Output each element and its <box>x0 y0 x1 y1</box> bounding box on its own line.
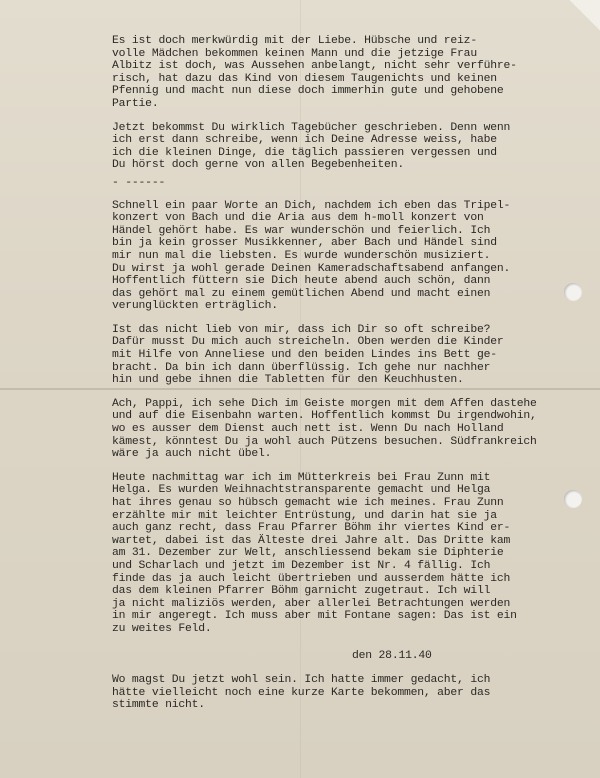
text-line: und Scharlach und jetzt im Dezember ist Nr. 4 fällig. Ich <box>112 559 491 572</box>
text-line: kämest, könntest Du ja wohl auch Pützens besuchen. Südfrankreich <box>112 435 537 448</box>
text-line: ja nicht maliziös werden, aber allerlei Betrachtungen werden <box>112 597 511 610</box>
text-line: Ist das nicht lieb von mir, dass ich Dir so oft schreibe? <box>112 323 491 336</box>
text-line: ich die kleinen Dinge, die täglich passieren vergessen und <box>112 146 497 159</box>
text-line: wo es ausser dem Dienst auch nett ist. Wenn Du nach Holland <box>112 423 504 436</box>
paragraph-music <box>112 200 590 313</box>
text-line: finde das ja auch leicht übertrieben und ausserdem hätte ich <box>112 572 511 585</box>
letter-date: den 28.11.40 <box>352 649 432 662</box>
text-line: erzählte mir mit leichter Entrüstung, und darin hat sie ja <box>112 509 497 522</box>
paragraph-writing <box>112 324 590 387</box>
paragraph-closing <box>112 674 590 712</box>
text-line: am 31. Dezember zur Welt, anschliessend bekam sie Diphterie <box>112 547 504 560</box>
text-line: risch, hat dazu das Kind von diesem Taugenichts und keinen <box>112 72 497 85</box>
paragraph-diaries <box>112 122 590 172</box>
text-line: wartet, dabei ist das Älteste drei Jahre alt. Das Dritte kam <box>112 534 511 547</box>
text-line: Du hörst doch gerne von allen Begebenheiten. <box>112 159 404 172</box>
text-line: hätte vielleicht noch eine kurze Karte bekommen, aber das <box>112 686 491 699</box>
text-line: wäre ja auch nicht übel. <box>112 448 272 461</box>
text-line: Händel gehört habe. Es war wunderschön und feierlich. Ich <box>112 224 491 237</box>
text-line: bin ja kein grosser Musikkenner, aber Bach und Händel sind <box>112 237 497 250</box>
paper-corner-tear <box>540 0 600 40</box>
text-line: auch ganz recht, dass Frau Pfarrer Böhm ihr viertes Kind er- <box>112 522 511 535</box>
text-line: Hoffentlich füttern sie Dich heute abend auch schön, dann <box>112 275 491 288</box>
text-line: konzert von Bach und die Aria aus dem h-moll konzert von <box>112 212 484 225</box>
text-line: hat ihres genau so hübsch gemacht wie ich meines. Frau Zunn <box>112 497 504 509</box>
text-line: Schnell ein paar Worte an Dich, nachdem ich eben das Tripel- <box>112 199 511 212</box>
text-line: mit Hilfe von Anneliese und den beiden Lindes ins Bett ge- <box>112 349 497 362</box>
text-line: zu weites Feld. <box>112 622 212 635</box>
separator-line: - ------ <box>112 176 166 189</box>
text-line: Es ist doch merkwürdig mit der Liebe. Hübsche und reiz- <box>112 35 477 47</box>
text-line: mir nun mal die liebsten. Es wurde wunderschön musiziert. <box>112 249 491 262</box>
paragraph-muetterkreis <box>112 472 590 636</box>
text-line: und auf die Eisenbahn warten. Hoffentlich kommst Du irgendwohin, <box>112 410 537 423</box>
text-line: Dafür musst Du mich auch streicheln. Oben werden die Kinder <box>112 336 504 349</box>
text-line: stimmte nicht. <box>112 699 205 712</box>
text-line: hin und gebe ihnen die Tabletten für den Keuchhusten. <box>112 374 464 387</box>
text-line: Ach, Pappi, ich sehe Dich im Geiste morgen mit dem Affen dastehe <box>112 397 537 410</box>
text-line: Du wirst ja wohl gerade Deinen Kameradschaftsabend anfangen. <box>112 262 511 275</box>
paragraph-pappi <box>112 398 590 461</box>
text-line: Partie. <box>112 97 159 110</box>
letter-body <box>112 35 590 723</box>
text-line: bracht. Da bin ich dann überflüssig. Ich gehe nur nachher <box>112 361 491 374</box>
paragraph-love <box>112 35 590 111</box>
text-line: Wo magst Du jetzt wohl sein. Ich hatte immer gedacht, ich <box>112 674 491 687</box>
text-line: das dem kleinen Pfarrer Böhm garnicht zugetraut. Ich will <box>112 585 491 598</box>
text-line: Helga. Es wurden Weihnachtstransparente gemacht und Helga <box>112 484 491 497</box>
text-line: Heute nachmittag war ich im Mütterkreis bei Frau Zunn mit <box>112 471 491 484</box>
text-line: volle Mädchen bekommen keinen Mann und die jetzige Frau <box>112 47 477 60</box>
text-line: verunglückten erträglich. <box>112 300 278 313</box>
text-line: das gehört mal zu einem gemütlichen Abend und macht einen <box>112 287 491 300</box>
text-line: Pfennig und macht nun diese doch immerhin gute und gehobene <box>112 85 504 98</box>
text-line: Jetzt bekommst Du wirklich Tagebücher geschrieben. Denn wenn <box>112 121 511 134</box>
text-line: in mir angeregt. Ich muss aber mit Fontane sagen: Das ist ein <box>112 610 517 623</box>
text-line: Albitz ist doch, was Aussehen anbelangt, nicht sehr verführe- <box>112 60 517 73</box>
text-line: ich erst dann schreibe, wenn ich Deine Adresse weiss, habe <box>112 134 497 147</box>
